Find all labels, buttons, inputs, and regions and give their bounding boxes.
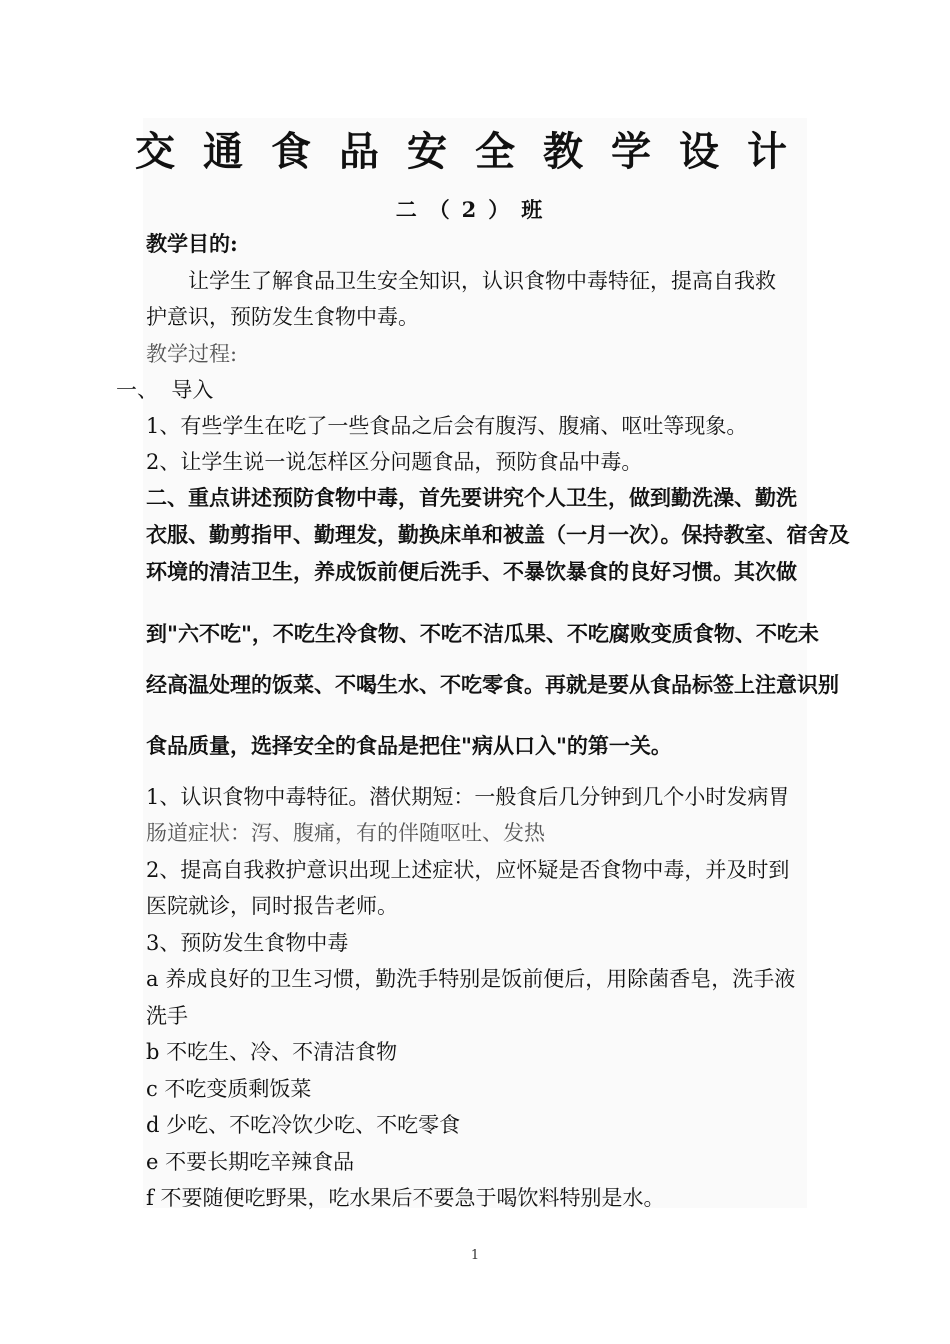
prevent-item-f: f 不要随便吃野果，吃水果后不要急于喝饮料特别是水。: [146, 1186, 665, 1210]
section-2-line-6: 食品质量，选择安全的食品是把住"病从口入"的第一关。: [146, 733, 672, 758]
prevent-item-c: c 不吃变质剩饭菜: [146, 1077, 312, 1101]
process-heading: 教学过程:: [146, 342, 238, 366]
section-2-line-2: 衣服、勤剪指甲、勤理发，勤换床单和被盖（一月一次）。保持教室、宿舍及: [146, 522, 850, 547]
class-label: 二（2）班: [395, 197, 555, 222]
section-2-line-1: 二、重点讲述预防食物中毒，首先要讲究个人卫生，做到勤洗澡、勤洗: [146, 485, 797, 510]
prevent-item-e: e 不要长期吃辛辣食品: [146, 1150, 355, 1174]
prevent-item-d: d 少吃、不吃冷饮少吃、不吃零食: [146, 1113, 461, 1137]
prevent-item-a-line-2: 洗手: [146, 1004, 188, 1028]
page-number: 1: [470, 1248, 480, 1263]
intro-item-1: 1、有些学生在吃了一些食品之后会有腹泻、腹痛、呕吐等现象。: [146, 414, 748, 438]
point-1-line-2: 肠道症状：泻、腹痛，有的伴随呕吐、发热: [146, 821, 545, 845]
prevent-item-a-line-1: a 养成良好的卫生习惯，勤洗手特别是饭前便后，用除菌香皂，洗手液: [146, 967, 796, 991]
point-2-line-1: 2、提高自我救护意识出现上述症状，应怀疑是否食物中毒，并及时到: [146, 858, 790, 882]
section-2-line-5: 经高温处理的饭菜、不喝生水、不吃零食。再就是要从食品标签上注意识别: [146, 672, 839, 697]
objective-text-line-2: 护意识，预防发生食物中毒。: [146, 305, 419, 329]
section-1-heading: 一、 导入: [116, 378, 214, 402]
intro-item-2: 2、让学生说一说怎样区分问题食品，预防食品中毒。: [146, 450, 643, 474]
point-1-line-1: 1、认识食物中毒特征。潜伏期短：一般食后几分钟到几个小时发病胃: [146, 785, 790, 809]
section-2-line-3: 环境的清洁卫生，养成饭前便后洗手、不暴饮暴食的良好习惯。其次做: [146, 559, 797, 584]
point-2-line-2: 医院就诊，同时报告老师。: [146, 894, 398, 918]
objective-text-line-1: 让学生了解食品卫生安全知识，认识食物中毒特征，提高自我救: [188, 269, 776, 293]
document-title: 交通食品安全教学设计: [135, 128, 815, 175]
prevent-item-b: b 不吃生、冷、不清洁食物: [146, 1040, 398, 1064]
section-2-line-4: 到"六不吃"，不吃生冷食物、不吃不洁瓜果、不吃腐败变质食物、不吃未: [146, 621, 819, 646]
point-3-heading: 3、预防发生食物中毒: [146, 931, 349, 955]
objective-heading: 教学目的:: [146, 231, 238, 256]
